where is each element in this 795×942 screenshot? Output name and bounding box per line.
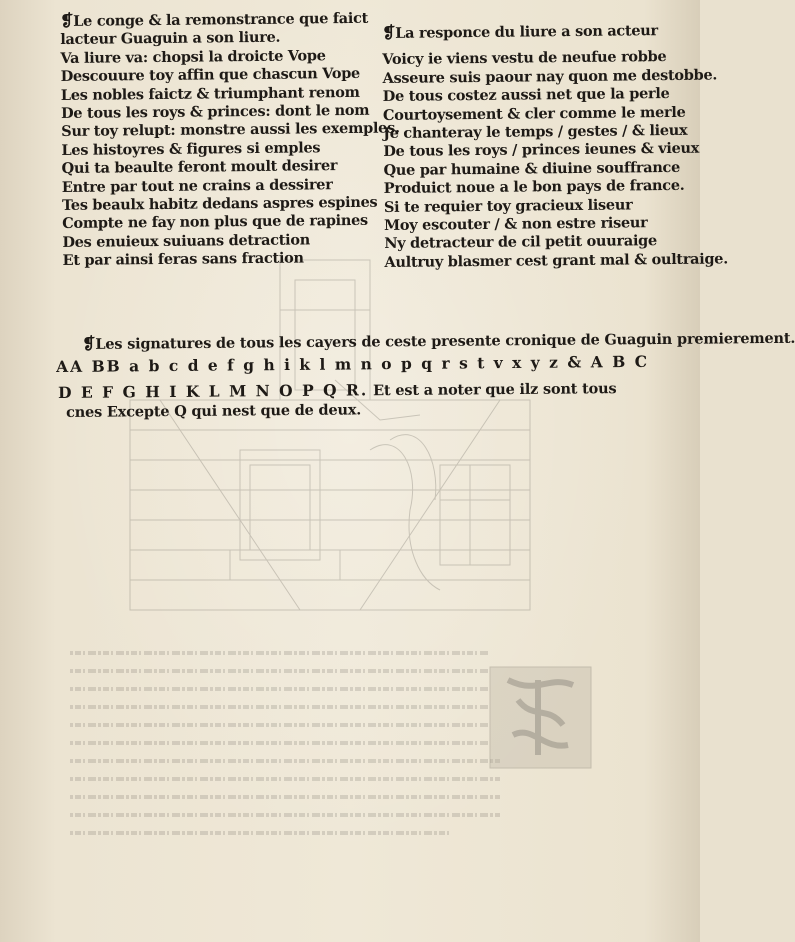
verse-line: Produict noue a le bon pays de france. xyxy=(383,177,685,198)
verse-line: Si te requier toy gracieux liseur xyxy=(383,196,633,216)
verse-line: Voicy ie viens vestu de neufue robbe xyxy=(382,48,667,69)
verse-line: Et par ainsi feras sans fraction xyxy=(62,249,304,270)
paragraph-mark: ❡ xyxy=(82,333,96,353)
verse-line: Tes beaulx habitz dedans aspres espines xyxy=(61,193,378,215)
verse-line: Qui ta beaulte feront moult desirer xyxy=(61,157,338,178)
left-column xyxy=(59,9,400,271)
verse-line: Moy escouter / & non estre riseur xyxy=(384,214,648,235)
bleed-through-woodcut xyxy=(120,250,540,620)
verse-line: Descouure toy affin que chascun Vope xyxy=(60,65,361,86)
left-heading-line-2: lacteur Guaguin a son liure. xyxy=(60,29,281,49)
bleed-through-initial xyxy=(488,665,593,770)
verse-line: Va liure va: chopsi la droicte Vope xyxy=(60,47,326,67)
verse-line: Compte ne fay non plus que de rapines xyxy=(62,212,368,233)
right-heading: ❡La responce du liure a son acteur xyxy=(381,22,658,42)
verse-line: Je chanteray le temps / gestes / & lieux xyxy=(383,121,688,143)
verse-line: Des enuieux suiuans detraction xyxy=(62,231,311,251)
signatures-row-1: AA BB a b c d e f g h i k l m n o p q r s t v x y z & A B C xyxy=(56,351,650,376)
verse-line: Entre par tout ne crains a dessirer xyxy=(61,175,333,196)
verse-line: Que par humaine & diuine souffrance xyxy=(383,158,681,179)
left-heading-line-1: ❡Le conge & la remonstrance que faict xyxy=(59,9,369,30)
verse-line: Aultruy blasmer cest grant mal & oultraige. xyxy=(384,250,729,271)
signatures-heading: ❡Les signatures de tous les cayers de ceste presente cronique de Guaguin premierement. xyxy=(82,329,795,353)
verse-line: De tous les roys & princes: dont le nom xyxy=(60,101,370,123)
bleed-through-text xyxy=(70,645,510,845)
signatures-row-3: cnes Excepte Q qui nest que de deux. xyxy=(66,401,362,421)
verse-line: Asseure suis paour nay quon me destobbe. xyxy=(382,66,718,87)
verse-line: Les histoyres & figures si emples xyxy=(61,139,321,159)
verse-line: De tous costez aussi net que la perle xyxy=(382,85,670,106)
right-column xyxy=(381,21,729,272)
signature-note: Et est a noter que ilz sont tous xyxy=(373,380,617,400)
verse-line: Ny detracteur de cil petit ouuraige xyxy=(384,232,657,253)
verse-line: Les nobles faictz & triumphant renom xyxy=(60,83,360,104)
signature-letters: D E F G H I K L M N O P Q R. xyxy=(58,380,369,402)
paragraph-mark: ❡ xyxy=(59,10,74,30)
paragraph-mark: ❡ xyxy=(381,22,396,42)
verse-line: Courtoysement & cler comme le merle xyxy=(382,103,686,124)
verse-line: De tous les roys / princes ieunes & vieux xyxy=(383,140,700,161)
verse-line: Sur toy relupt: monstre aussi les exemples. xyxy=(61,119,400,141)
